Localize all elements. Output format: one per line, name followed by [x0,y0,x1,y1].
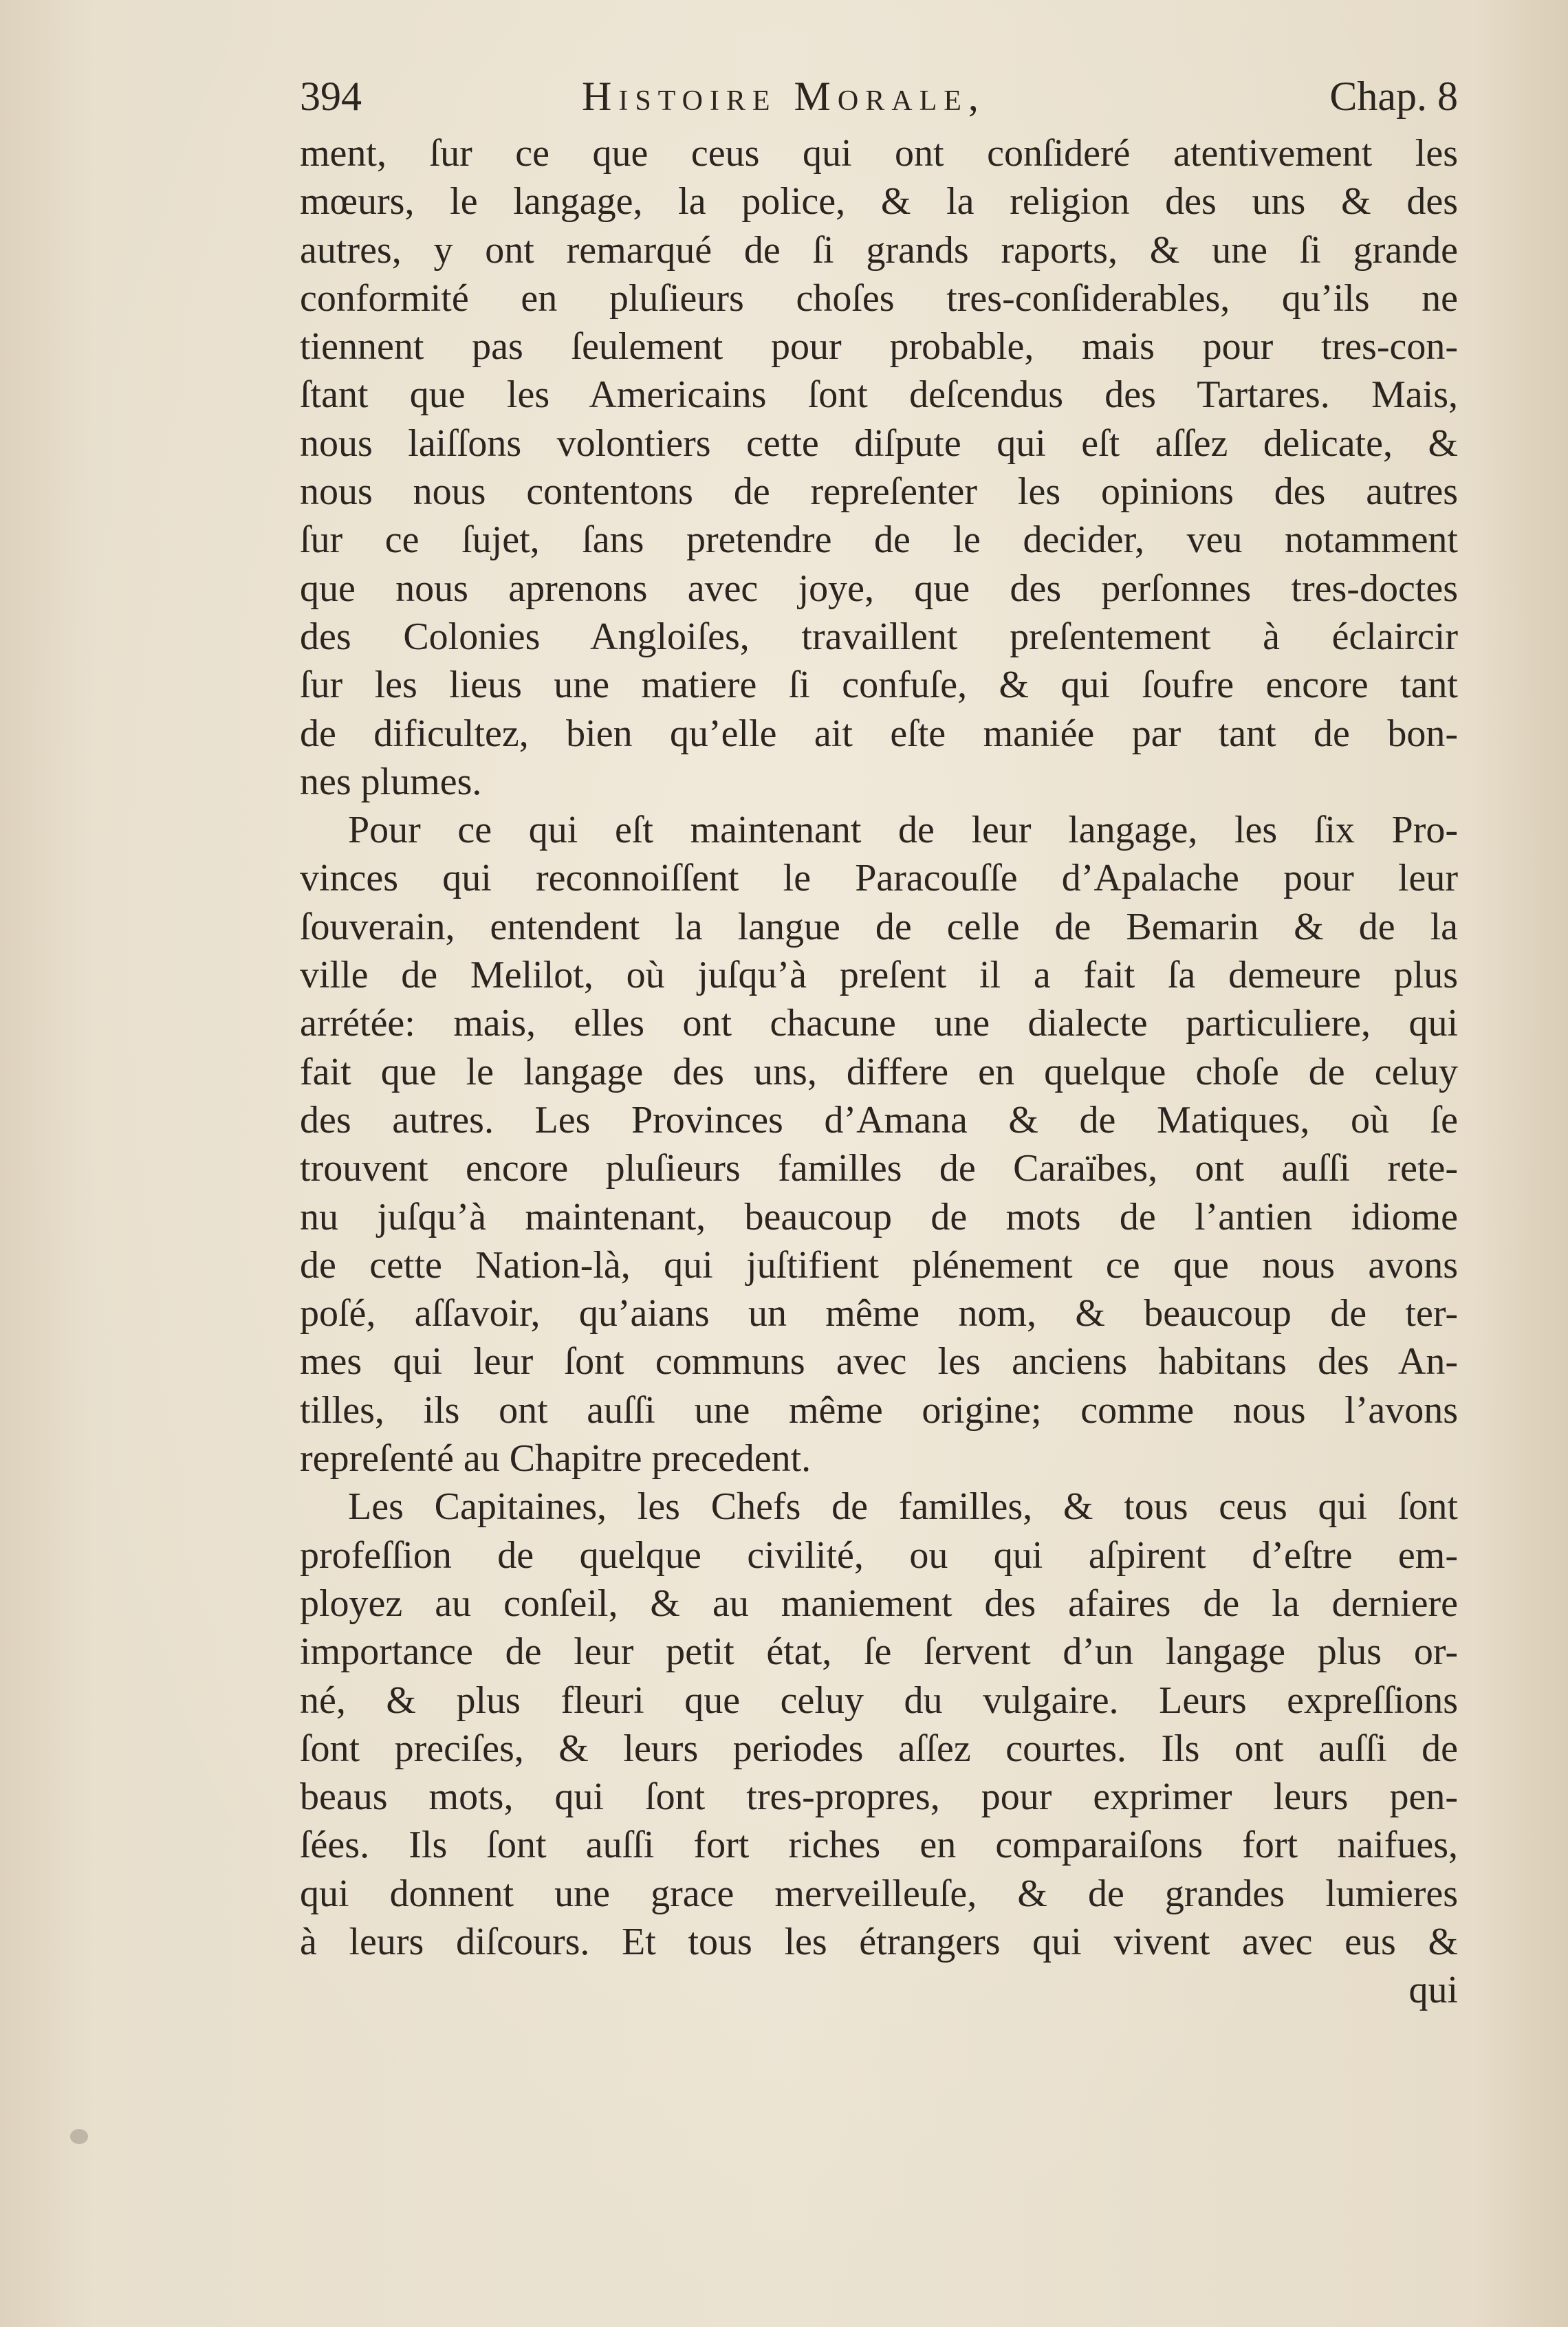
text-line: importance de leur petit état, ſe ſervent d’un langage plus or- [300,1630,1458,1674]
text-line: trouvent encore pluſieurs familles de Caraïbes, ont auſſi rete- [300,1147,1458,1190]
text-line: ſées. Ils ſont auſſi fort riches en comparaiſons fort naifues, [300,1824,1458,1867]
catchword: qui [1408,1969,1458,2012]
running-title: Histoire Morale, [582,74,986,119]
text-line: profeſſion de quelque civilité, ou qui aſpirent d’eſtre em- [300,1533,1458,1577]
text-line: fait que le langage des uns, differe en quelque choſe de celuy [300,1050,1458,1093]
paragraph-start-line: Pour ce qui eſt maintenant de leur langage, les ſix Pro- [348,809,1458,852]
text-line: que nous aprenons avec joye, que des perſonnes tres-doctes [300,567,1458,610]
text-line: ville de Melilot, où juſqu’à preſent il a fait ſa demeure plus [300,954,1458,997]
text-line: nes plumes. [300,760,482,803]
text-line: ſouverain, entendent la langue de celle de Bemarin & de la [300,905,1458,948]
text-line: à leurs diſcours. Et tous les étrangers qui vivent avec eus & [300,1920,1458,1963]
page-number: 394 [300,74,362,119]
text-line: repreſenté au Chapitre precedent. [300,1437,812,1481]
chapter-label: Chap. 8 [1329,74,1458,119]
text-line: de cette Nation-là, qui juſtifient plénement ce que nous avons [300,1243,1458,1287]
paragraph-start-line: Les Capitaines, les Chefs de familles, & tous ceus qui ſont [348,1485,1458,1529]
text-line: qui donnent une grace merveilleuſe, & de grandes lumieres [300,1872,1458,1915]
text-line: nu juſqu’à maintenant, beaucoup de mots de l’antien idiome [300,1195,1458,1238]
text-line: ployez au conſeil, & au maniement des afaires de la derniere [300,1582,1458,1625]
text-line: vinces qui reconnoiſſent le Paracouſſe d’Apalache pour leur [300,857,1458,900]
text-line: tiennent pas ſeulement pour probable, mais pour tres-con- [300,325,1458,369]
text-line: ſur ce ſujet, ſans pretendre de le decider, veu notamment [300,518,1458,562]
text-line: ſont preciſes, & leurs periodes aſſez courtes. Ils ont auſſi de [300,1727,1458,1770]
text-line: ment, ſur ce que ceus qui ont conſideré atentivement les [300,132,1458,175]
text-line: né, & plus fleuri que celuy du vulgaire. Leurs expreſſions [300,1679,1458,1722]
ink-smudge [70,2129,88,2144]
text-line: nous nous contentons de repreſenter les opinions des autres [300,470,1458,514]
running-head [300,63,1458,129]
text-line: de dificultez, bien qu’elle ait eſte maniée par tant de bon- [300,712,1458,755]
text-line: des autres. Les Provinces d’Amana & de Matiques, où ſe [300,1098,1458,1141]
text-line: poſé, aſſavoir, qu’aians un même nom, & beaucoup de ter- [300,1292,1458,1335]
text-line: des Colonies Angloiſes, travaillent preſentement à éclaircir [300,615,1458,658]
text-line: mœurs, le langage, la police, & la religion des uns & des [300,180,1458,223]
text-line: conformité en pluſieurs choſes tres-conſiderables, qu’ils ne [300,276,1458,320]
text-block [300,63,1458,2015]
text-line: nous laiſſons volontiers cette diſpute qui eſt aſſez delicate, & [300,422,1458,465]
text-line: mes qui leur ſont communs avec les anciens habitans des An- [300,1340,1458,1384]
text-line: arrétée: mais, elles ont chacune une dialecte particuliere, qui [300,1002,1458,1045]
text-line: autres, y ont remarqué de ſi grands raports, & une ſi grande [300,228,1458,272]
text-line: tilles, ils ont auſſi une même origine; comme nous l’avons [300,1388,1458,1432]
text-line: beaus mots, qui ſont tres-propres, pour exprimer leurs pen- [300,1776,1458,1819]
text-line: ſtant que les Americains ſont deſcendus des Tartares. Mais, [300,373,1458,417]
text-line: ſur les lieus une matiere ſi confuſe, & qui ſoufre encore tant [300,664,1458,707]
